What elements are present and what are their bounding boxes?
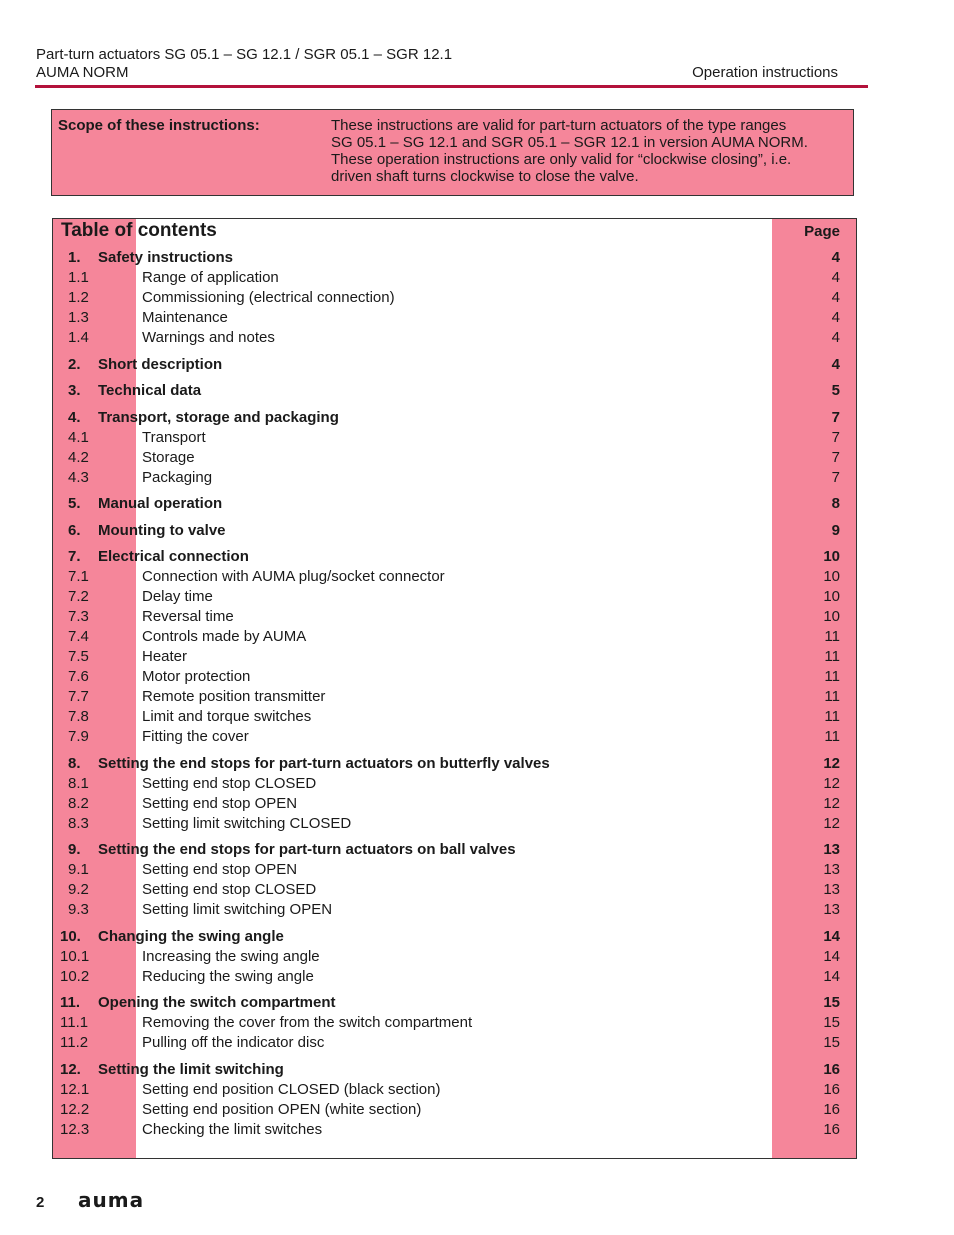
toc-section-row[interactable] <box>53 1034 856 1054</box>
toc-section-row[interactable] <box>53 708 856 728</box>
table-of-contents <box>52 218 857 1159</box>
scope-line: driven shaft turns clockwise to close the valve. <box>331 168 639 185</box>
toc-number: 11.2 <box>60 1034 89 1051</box>
toc-page-number: 14 <box>823 967 840 985</box>
toc-number: 11.1 <box>60 1014 89 1031</box>
toc-number: 1.2 <box>68 289 89 306</box>
toc-number: 4.1 <box>68 428 89 446</box>
toc-number: 3. <box>68 382 81 399</box>
toc-entry-title: Storage <box>142 448 195 466</box>
toc-page-number: 11 <box>824 628 840 645</box>
toc-page-number: 13 <box>823 841 840 858</box>
toc-number: 1. <box>68 249 81 266</box>
scope-line: SG 05.1 – SG 12.1 and SGR 05.1 – SGR 12.1 in version AUMA NORM. <box>331 134 808 151</box>
toc-number: 7.7 <box>68 688 89 705</box>
toc-chapter-row[interactable] <box>53 548 856 568</box>
toc-number: 9.3 <box>68 901 89 918</box>
toc-page-number: 16 <box>823 1080 840 1098</box>
toc-entry-title: Setting limit switching OPEN <box>142 901 333 918</box>
toc-page-number: 5 <box>831 382 840 399</box>
toc-chapter-row[interactable] <box>53 409 856 429</box>
toc-chapter-row[interactable] <box>53 755 856 775</box>
toc-section-row[interactable] <box>53 1014 856 1034</box>
toc-entry-title: Warnings and notes <box>142 329 275 346</box>
header-rule <box>35 85 868 88</box>
toc-section-row[interactable] <box>53 795 856 815</box>
toc-entry-title: Connection with AUMA plug/socket connector <box>142 568 445 585</box>
toc-page-number: 10 <box>823 608 840 625</box>
toc-number: 7.3 <box>68 608 89 625</box>
toc-entry-title: Electrical connection <box>98 548 249 565</box>
scope-box <box>51 109 854 196</box>
toc-section-row[interactable] <box>53 429 856 449</box>
toc-number: 7.1 <box>68 568 89 585</box>
toc-entry-title: Removing the cover from the switch compartment <box>142 1014 473 1031</box>
toc-chapter-row[interactable] <box>53 356 856 376</box>
toc-section-row[interactable] <box>53 881 856 901</box>
toc-number: 1.3 <box>68 309 89 326</box>
toc-entry-title: Technical data <box>98 382 202 399</box>
toc-entry-title: Limit and torque switches <box>142 708 312 725</box>
toc-page-number: 16 <box>823 1060 840 1078</box>
scope-label: Scope of these instructions: <box>58 117 260 134</box>
toc-page-number: 4 <box>831 249 840 266</box>
toc-chapter-row[interactable] <box>53 249 856 269</box>
toc-page-number: 13 <box>823 901 840 918</box>
toc-section-row[interactable] <box>53 309 856 329</box>
toc-entry-title: Fitting the cover <box>142 728 249 745</box>
toc-number: 10.2 <box>60 967 90 985</box>
toc-entry-title: Heater <box>142 648 188 665</box>
toc-number: 6. <box>68 521 81 539</box>
toc-section-row[interactable] <box>53 648 856 668</box>
toc-entry-title: Safety instructions <box>98 249 234 266</box>
toc-entry-title: Remote position transmitter <box>142 688 326 705</box>
toc-number: 4. <box>68 408 81 426</box>
toc-number: 9.1 <box>68 861 89 878</box>
toc-entry-title: Short description <box>98 355 223 373</box>
toc-number: 5. <box>68 495 81 512</box>
toc-number: 7.5 <box>68 648 89 665</box>
svg-text:auma: auma <box>78 1191 145 1211</box>
toc-page-number: 11 <box>824 728 840 745</box>
toc-entry-title: Setting the limit switching <box>98 1060 284 1078</box>
toc-page-number: 13 <box>823 861 840 878</box>
toc-section-row[interactable] <box>53 901 856 921</box>
toc-entry-title: Packaging <box>142 468 213 486</box>
toc-chapter-row[interactable] <box>53 495 856 515</box>
toc-page-number: 9 <box>831 521 840 539</box>
toc-section-row[interactable] <box>53 948 856 968</box>
toc-entry-title: Controls made by AUMA <box>142 628 307 645</box>
toc-entry-title: Setting end position CLOSED (black section) <box>142 1080 441 1098</box>
toc-section-row[interactable] <box>53 608 856 628</box>
toc-section-row[interactable] <box>53 449 856 469</box>
toc-number: 11. <box>60 994 81 1011</box>
toc-number: 7. <box>68 548 81 565</box>
toc-page-number: 14 <box>823 947 840 965</box>
toc-section-row[interactable] <box>53 1081 856 1101</box>
toc-page-number: 7 <box>831 448 840 466</box>
toc-entry-title: Setting end stop CLOSED <box>142 881 317 898</box>
toc-entry-title: Motor protection <box>142 668 251 685</box>
toc-number: 8.2 <box>68 794 89 812</box>
toc-number: 9.2 <box>68 881 89 898</box>
toc-number: 4.3 <box>68 468 89 486</box>
toc-entry-title: Mounting to valve <box>98 521 226 539</box>
toc-page-number: 16 <box>823 1100 840 1118</box>
header-doc-type: Operation instructions <box>692 64 838 81</box>
toc-page-number: 4 <box>831 355 840 373</box>
toc-entry-title: Setting end stop CLOSED <box>142 774 317 792</box>
toc-page-number: 12 <box>823 814 840 832</box>
toc-section-row[interactable] <box>53 329 856 349</box>
toc-entry-title: Delay time <box>142 588 213 605</box>
toc-number: 2. <box>68 355 81 373</box>
toc-page-number: 13 <box>823 881 840 898</box>
toc-chapter-row[interactable] <box>53 522 856 542</box>
toc-entry-title: Reducing the swing angle <box>142 967 314 985</box>
toc-section-row[interactable] <box>53 861 856 881</box>
toc-page-number: 15 <box>823 1014 840 1031</box>
toc-section-row[interactable] <box>53 1121 856 1141</box>
toc-page-number: 12 <box>823 774 840 792</box>
toc-entry-title: Setting end stop OPEN <box>142 794 298 812</box>
auma-logo-icon <box>78 1191 152 1216</box>
toc-number: 7.9 <box>68 728 89 745</box>
toc-entry-title: Commissioning (electrical connection) <box>142 289 395 306</box>
toc-number: 7.8 <box>68 708 89 725</box>
toc-entry-title: Setting limit switching CLOSED <box>142 814 352 832</box>
page-number: 2 <box>36 1194 45 1211</box>
toc-entry-title: Pulling off the indicator disc <box>142 1034 325 1051</box>
toc-number: 7.6 <box>68 668 89 685</box>
toc-section-row[interactable] <box>53 1101 856 1121</box>
toc-number: 12.1 <box>60 1080 90 1098</box>
toc-page-number: 8 <box>831 495 840 512</box>
toc-section-row[interactable] <box>53 269 856 289</box>
toc-chapter-row[interactable] <box>53 1061 856 1081</box>
toc-title: Table of contents <box>61 220 217 241</box>
toc-page-number: 4 <box>831 309 840 326</box>
toc-number: 12.3 <box>60 1120 90 1138</box>
toc-section-row[interactable] <box>53 668 856 688</box>
header-series: AUMA NORM <box>36 64 129 81</box>
toc-chapter-row[interactable] <box>53 841 856 861</box>
toc-section-row[interactable] <box>53 289 856 309</box>
toc-page-number: 7 <box>831 468 840 486</box>
toc-page-number: 14 <box>823 927 840 945</box>
toc-section-row[interactable] <box>53 469 856 489</box>
toc-section-row[interactable] <box>53 728 856 748</box>
toc-entry-title: Reversal time <box>142 608 234 625</box>
toc-chapter-row[interactable] <box>53 382 856 402</box>
toc-page-number: 12 <box>823 794 840 812</box>
toc-page-number: 4 <box>831 289 840 306</box>
toc-page-number: 10 <box>823 548 840 565</box>
toc-page-number: 4 <box>831 269 840 286</box>
toc-section-row[interactable] <box>53 628 856 648</box>
toc-page-number: 15 <box>823 994 840 1011</box>
toc-number: 9. <box>68 841 81 858</box>
toc-number: 8.1 <box>68 774 89 792</box>
toc-number: 10.1 <box>60 947 90 965</box>
toc-number: 12.2 <box>60 1100 90 1118</box>
toc-number: 4.2 <box>68 448 89 466</box>
toc-entry-title: Changing the swing angle <box>98 927 284 945</box>
toc-section-row[interactable] <box>53 588 856 608</box>
toc-page-header: Page <box>804 223 840 240</box>
toc-entry-title: Setting the end stops for part-turn actuators on butterfly valves <box>98 754 550 772</box>
toc-number: 1.1 <box>68 269 89 286</box>
toc-page-number: 7 <box>831 428 840 446</box>
toc-entry-title: Setting end stop OPEN <box>142 861 298 878</box>
toc-entry-title: Transport, storage and packaging <box>98 408 339 426</box>
toc-chapter-row[interactable] <box>53 928 856 948</box>
toc-number: 7.4 <box>68 628 89 645</box>
toc-page-number: 16 <box>823 1120 840 1138</box>
toc-section-row[interactable] <box>53 568 856 588</box>
toc-entry-title: Opening the switch compartment <box>98 994 336 1011</box>
toc-chapter-row[interactable] <box>53 994 856 1014</box>
scope-text <box>331 117 851 185</box>
toc-section-row[interactable] <box>53 688 856 708</box>
toc-page-number: 4 <box>831 329 840 346</box>
toc-page-number: 11 <box>824 708 840 725</box>
toc-page-number: 15 <box>823 1034 840 1051</box>
toc-page-number: 11 <box>824 688 840 705</box>
toc-entry-title: Checking the limit switches <box>142 1120 323 1138</box>
scope-line: These operation instructions are only valid for “clockwise closing”, i.e. <box>331 151 792 168</box>
toc-entry-title: Increasing the swing angle <box>142 947 320 965</box>
toc-entry-title: Maintenance <box>142 309 228 326</box>
scope-line: These instructions are valid for part-turn actuators of the type ranges <box>331 117 787 134</box>
toc-number: 1.4 <box>68 329 89 346</box>
header-product-line: Part-turn actuators SG 05.1 – SG 12.1 / SGR 05.1 – SGR 12.1 <box>36 46 453 63</box>
toc-page-number: 10 <box>823 568 840 585</box>
toc-page-number: 7 <box>831 408 840 426</box>
toc-number: 12. <box>60 1060 81 1078</box>
toc-number: 8.3 <box>68 814 89 832</box>
toc-number: 7.2 <box>68 588 89 605</box>
toc-page-number: 11 <box>824 668 840 685</box>
toc-number: 10. <box>60 927 81 945</box>
toc-number: 8. <box>68 754 81 772</box>
toc-entry-title: Manual operation <box>98 495 223 512</box>
toc-section-row[interactable] <box>53 815 856 835</box>
toc-entry-title: Setting the end stops for part-turn actuators on ball valves <box>98 841 516 858</box>
toc-section-row[interactable] <box>53 775 856 795</box>
toc-section-row[interactable] <box>53 968 856 988</box>
toc-page-number: 10 <box>823 588 840 605</box>
toc-page-number: 11 <box>824 648 840 665</box>
toc-entry-title: Transport <box>142 428 206 446</box>
toc-entry-title: Setting end position OPEN (white section) <box>142 1100 422 1118</box>
toc-page-number: 12 <box>823 754 840 772</box>
toc-entry-title: Range of application <box>142 269 279 286</box>
